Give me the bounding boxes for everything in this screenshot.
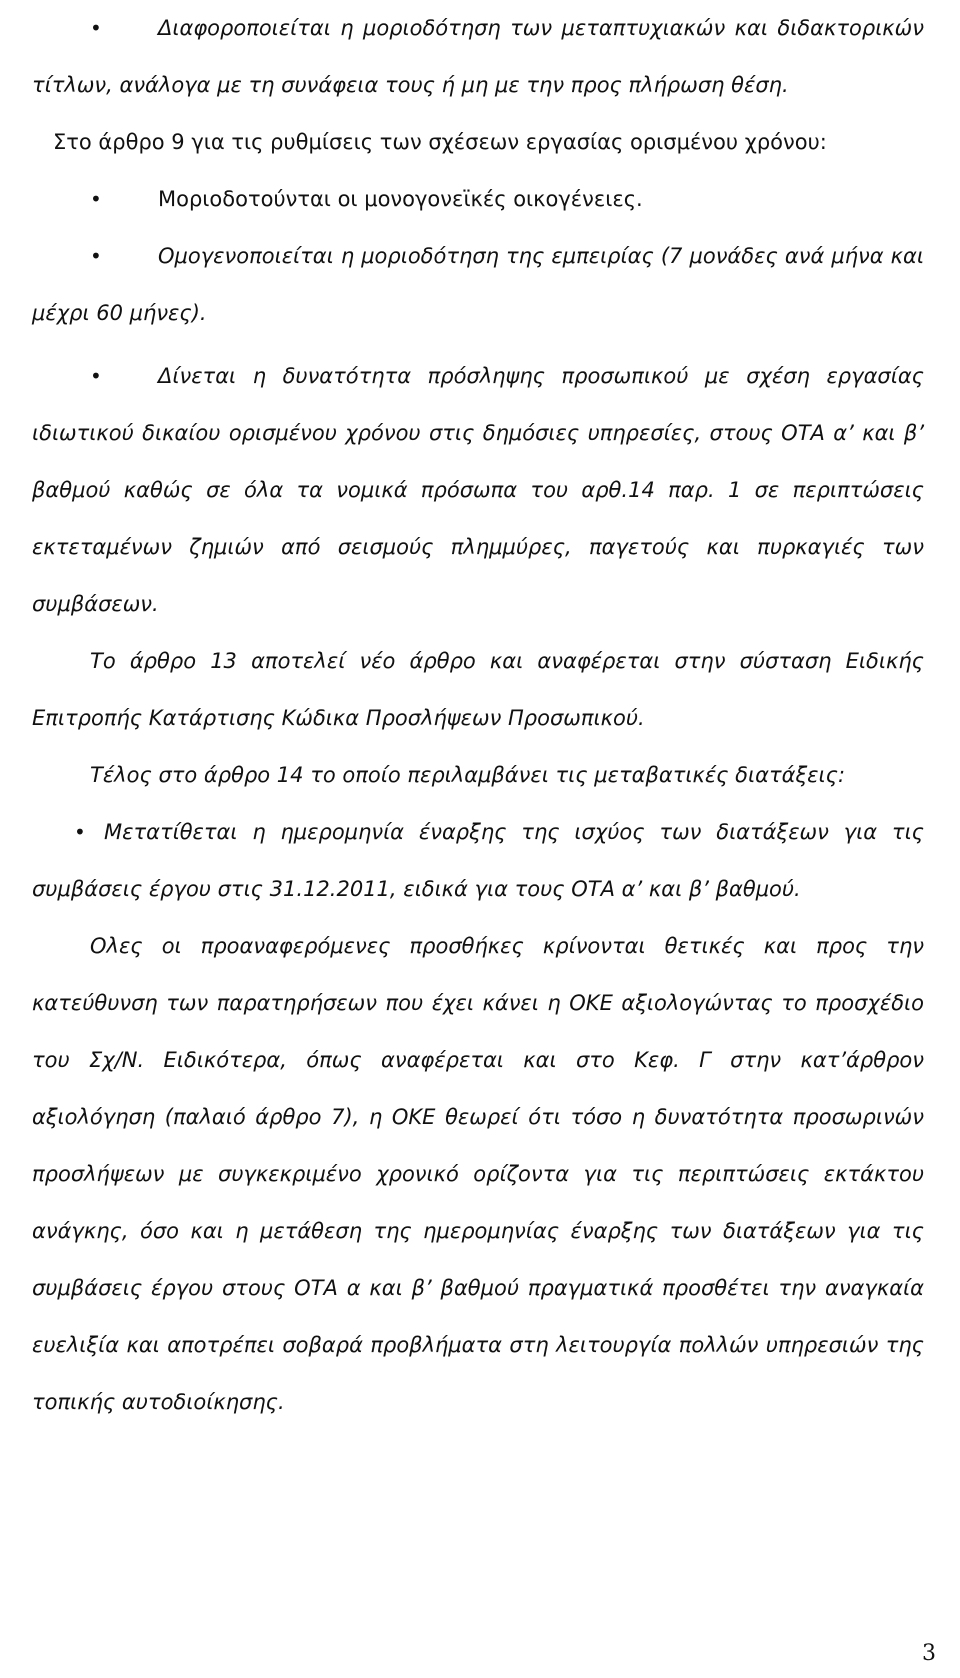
page-number: 3 <box>922 1641 936 1666</box>
bullet-single-parent-families: • Μοριοδοτούνται οι μονογονεϊκές οικογένειες. <box>32 171 924 228</box>
bullet-private-law-hiring: • Δίνεται η δυνατότητα πρόσληψης προσωπικού με σχέση εργασίας ιδιωτικού δικαίου ορισμένου χρόνου στις δημόσιες υπηρεσίες, στους ΟΤΑ α’ και β’ βαθμού καθώς σε όλα τα νομικά πρόσωπα του αρθ.14 παρ. 1 σε περιπτώσεις εκτεταμένων ζημιών από σεισμούς πλημμύρες, παγετούς και πυρκαγιές των συμβάσεων. <box>32 348 924 633</box>
bullet-contract-date-shift: • Μετατίθεται η ημερομηνία έναρξης της ισχύος των διατάξεων για τις συμβάσεις έργου στις 31.12.2011, ειδικά για τους ΟΤΑ α’ και β’ βαθμού. <box>32 804 924 918</box>
bullet-experience-scoring: • Ομογενοποιείται η μοριοδότηση της εμπειρίας (7 μονάδες ανά μήνα και μέχρι 60 μήνες). <box>32 228 924 342</box>
article-9-intro: Στο άρθρο 9 για τις ρυθμίσεις των σχέσεων εργασίας ορισμένου χρόνου: <box>53 130 827 154</box>
article-14-intro: Τέλος στο άρθρο 14 το οποίο περιλαμβάνει τις μεταβατικές διατάξεις: <box>90 763 846 787</box>
conclusion-paragraph: Ολες οι προαναφερόμενες προσθήκες κρίνονται θετικές και προς την κατεύθυνση των παρατηρήσεων που έχει κάνει η ΟΚΕ αξιολογώντας το προσχέδιο του Σχ/Ν. Ειδικότερα, όπως αναφέρεται και στο Κεφ. Γ στην κατ’άρθρον αξιολόγηση (παλαιό άρθρο 7), η ΟΚΕ θεωρεί ότι τόσο η δυνατότητα προσωρινών προσλήψεων με συγκεκριμένο χρονικό ορίζοντα για τις περιπτώσεις εκτάκτου ανάγκης, όσο και η μετάθεση της ημερομηνίας έναρξης των διατάξεων για τις συμβάσεις έργου στους ΟΤΑ α και β’ βαθμού πραγματικά προσθέτει την αναγκαία ευελιξία και αποτρέπει σοβαρά προβλήματα στη λειτουργία πολλών υπηρεσιών της τοπικής αυτοδιοίκησης. <box>32 934 924 1414</box>
document-page <box>32 0 924 1431</box>
article-13-paragraph: Το άρθρο 13 αποτελεί νέο άρθρο και αναφέρεται στην σύσταση Ειδικής Επιτροπής Κατάρτισης Κώδικα Προσλήψεων Προσωπικού. <box>32 649 924 730</box>
bullet-degrees-scoring: • Διαφοροποιείται η μοριοδότηση των μεταπτυχιακών και διδακτορικών τίτλων, ανάλογα με τη συνάφεια τους ή μη με την προς πλήρωση θέση. <box>32 0 924 114</box>
